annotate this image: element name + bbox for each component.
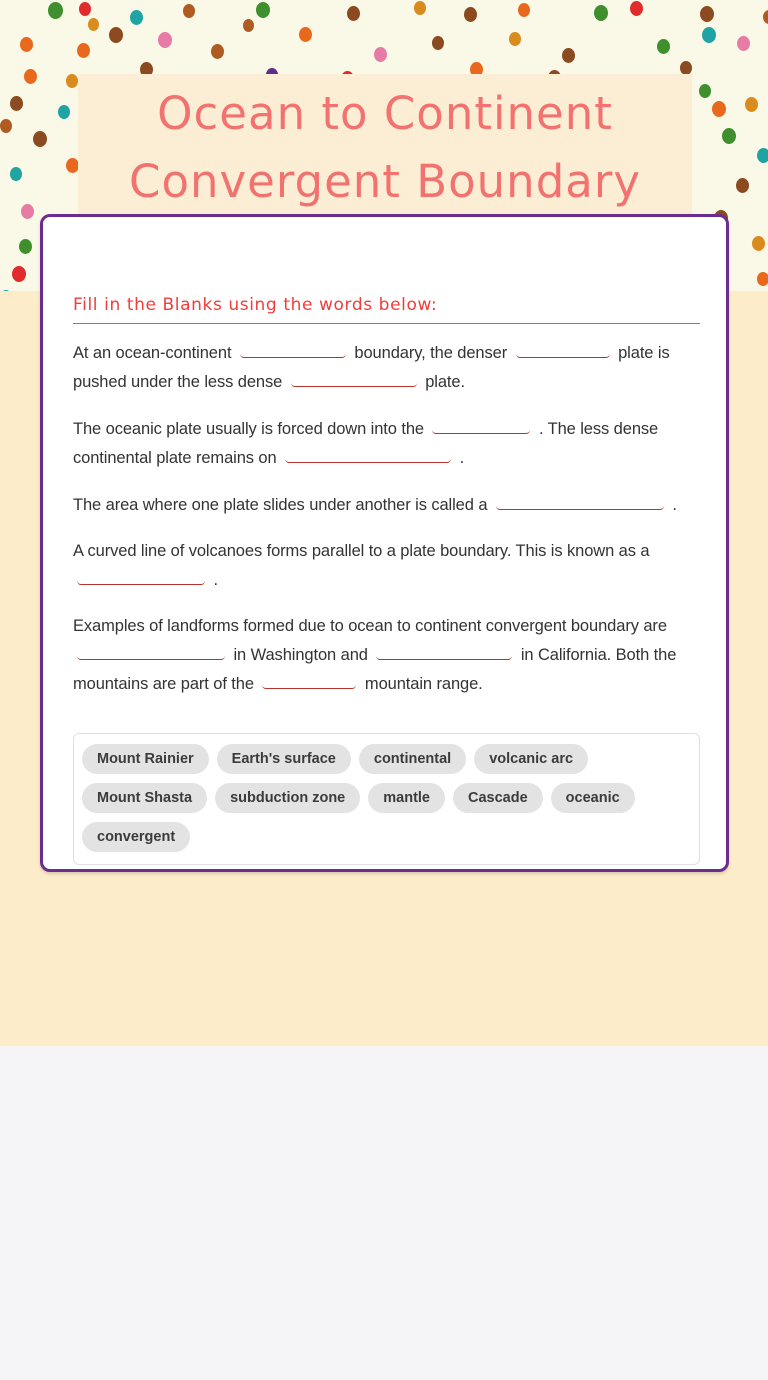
- word-bank-chip[interactable]: continental: [359, 744, 466, 774]
- decorative-dot: [299, 27, 312, 42]
- decorative-dot: [562, 48, 575, 63]
- decorative-dot: [657, 39, 670, 54]
- decorative-dot: [509, 32, 521, 46]
- question-text: .: [213, 571, 218, 589]
- decorative-dot: [757, 272, 768, 286]
- word-bank-chip[interactable]: Mount Shasta: [82, 783, 207, 813]
- questions-container: [73, 338, 700, 698]
- decorative-dot: [464, 7, 477, 22]
- decorative-dot: [66, 74, 78, 88]
- decorative-dot: [48, 2, 63, 19]
- question-paragraph: [73, 338, 700, 396]
- answer-blank[interactable]: [77, 640, 225, 660]
- decorative-dot: [158, 32, 172, 48]
- answer-blank[interactable]: [240, 338, 346, 358]
- word-bank-chip[interactable]: convergent: [82, 822, 190, 852]
- decorative-dot: [0, 290, 12, 291]
- answer-blank[interactable]: [291, 367, 417, 387]
- question-text: The area where one plate slides under another is called a: [73, 496, 488, 514]
- question-text: plate.: [425, 373, 465, 391]
- question-paragraph: [73, 612, 700, 698]
- decorative-dot: [183, 4, 195, 18]
- word-bank-chip[interactable]: Cascade: [453, 783, 543, 813]
- answer-blank[interactable]: [285, 443, 451, 463]
- decorative-dot: [88, 18, 99, 31]
- decorative-dot: [58, 105, 70, 119]
- word-bank-chip[interactable]: subduction zone: [215, 783, 360, 813]
- word-bank-chip[interactable]: mantle: [368, 783, 445, 813]
- word-bank: [73, 733, 700, 865]
- decorative-dot: [700, 6, 714, 22]
- question-text: At an ocean-continent: [73, 344, 232, 362]
- question-text: . The less dense continental plate remains on: [73, 420, 659, 467]
- decorative-dot: [24, 69, 37, 84]
- title-banner: [78, 74, 692, 219]
- decorative-dot: [745, 97, 758, 112]
- word-bank-chip[interactable]: Earth's surface: [217, 744, 351, 774]
- decorative-dot: [211, 44, 224, 59]
- decorative-dot: [518, 3, 530, 17]
- decorative-dot: [10, 96, 23, 111]
- decorative-dot: [737, 36, 750, 51]
- answer-blank[interactable]: [516, 338, 610, 358]
- question-text: A curved line of volcanoes forms parallel to a plate boundary. This is known as a: [73, 542, 650, 560]
- decorative-dot: [752, 236, 765, 251]
- question-text: plate is pushed under the less dense: [73, 344, 670, 391]
- question-text: .: [672, 496, 677, 514]
- question-text: The oceanic plate usually is forced down into the: [73, 420, 424, 438]
- decorative-dot: [347, 6, 360, 21]
- instruction-divider: [73, 323, 700, 324]
- question-text: boundary, the denser: [354, 344, 508, 362]
- word-bank-chip[interactable]: volcanic arc: [474, 744, 588, 774]
- instruction-heading: Fill in the Blanks using the words below:: [73, 295, 438, 315]
- question-text: in California. Both the mountains are part of the: [73, 646, 677, 693]
- page-title-line-1: Ocean to Continent: [157, 87, 613, 140]
- decorative-dot: [414, 1, 426, 15]
- question-text: mountain range.: [364, 675, 483, 693]
- decorative-dot: [19, 239, 32, 254]
- decorative-dot: [757, 148, 768, 163]
- decorative-dot: [699, 84, 711, 98]
- word-bank-chip[interactable]: Mount Rainier: [82, 744, 209, 774]
- decorative-dot: [630, 1, 643, 16]
- answer-blank[interactable]: [496, 490, 664, 510]
- decorative-dot: [722, 128, 736, 144]
- decorative-dot: [594, 5, 608, 21]
- word-bank-chip[interactable]: oceanic: [551, 783, 635, 813]
- decorative-dot: [712, 101, 726, 117]
- question-paragraph: [73, 490, 700, 519]
- answer-blank[interactable]: [376, 640, 512, 660]
- decorative-dot: [10, 167, 22, 181]
- decorative-dot: [79, 2, 91, 16]
- question-paragraph: [73, 414, 700, 472]
- decorative-dot: [374, 47, 387, 62]
- decorative-dot: [77, 43, 90, 58]
- answer-blank[interactable]: [262, 669, 356, 689]
- decorative-dot: [130, 10, 143, 25]
- decorative-dot: [12, 266, 26, 282]
- question-text: Examples of landforms formed due to ocean to continent convergent boundary are: [73, 617, 667, 635]
- decorative-dot: [20, 37, 33, 52]
- answer-blank[interactable]: [432, 414, 530, 434]
- decorative-dot: [21, 204, 34, 219]
- decorative-dot: [256, 2, 270, 18]
- decorative-dot: [763, 10, 768, 24]
- decorative-dot: [680, 61, 692, 75]
- decorative-dot: [0, 119, 12, 133]
- question-text: in Washington and: [233, 646, 368, 664]
- question-text: .: [459, 449, 465, 467]
- page-title-line-2: Convergent Boundary: [129, 155, 641, 208]
- decorative-dot: [33, 131, 47, 147]
- question-paragraph: [73, 537, 700, 594]
- worksheet-card: [40, 214, 729, 872]
- worksheet-content: [73, 295, 700, 716]
- decorative-dot: [432, 36, 444, 50]
- decorative-dot: [702, 27, 716, 43]
- decorative-dot: [736, 178, 749, 193]
- decorative-dot: [243, 19, 254, 32]
- decorative-dot: [109, 27, 123, 43]
- answer-blank[interactable]: [77, 565, 205, 585]
